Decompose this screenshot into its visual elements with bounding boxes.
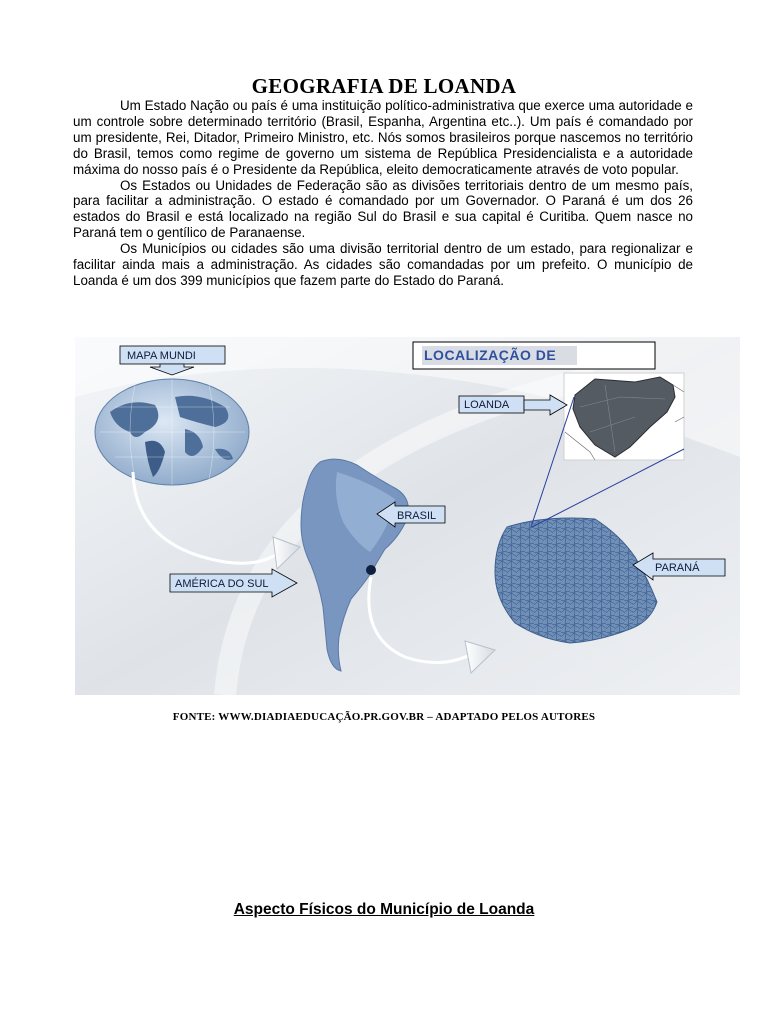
localizacao-title: LOCALIZAÇÃO DE [424,347,557,363]
localizacao-title-box [413,342,655,369]
label-brasil-text: BRASIL [397,510,437,522]
document-title: GEOGRAFIA DE LOANDA [251,74,517,98]
paragraph-estado-nacao: Um Estado Nação ou país é uma instituição político-administrativa que exerce uma autoridade e um controle sobre determinado território (Brasil, Espanha, Argentina etc..). Um país é comandado por um presidente, Rei, Ditador, Primeiro Ministro, etc. Nós somos brasileiros porque nascemos no território do Brasil, temos como regime de governo um sistema de República Presidencialista e a autoridade máxima do nosso país é o Presidente da República, eleito democraticamente através de voto popular. [73,98,693,177]
body-text [73,98,693,289]
location-figure [75,337,740,695]
paragraph-estados: Os Estados ou Unidades de Federação são as divisões territoriais dentro de um mesmo país, para facilitar a administração. O estado é comandado por um Governador. O Paraná é um dos 26 estados do Brasil e está localizado na região Sul do Brasil e sua capital é Curitiba. Quem nasce no Paraná tem o gentílico de Paranaense. [73,177,693,241]
label-parana-text: PARANÁ [655,562,700,574]
label-loanda [459,395,567,415]
figure-source: FONTE: WWW.DIADIAEDUCAÇÃO.PR.GOV.BR – ADAPTADO PELOS AUTORES [172,711,596,723]
location-map-illustration [75,337,740,695]
loanda-inset [564,373,684,460]
label-america-do-sul-text: AMÉRICA DO SUL [175,578,269,590]
label-mapa-mundi-text: MAPA MUNDI [127,350,196,362]
paragraph-municipios: Os Municípios ou cidades são uma divisão territorial dentro de um estado, para regionalizar e facilitar ainda mais a administração. As cidades são comandadas por um prefeito. O município de Loanda é um dos 399 municípios que fazem parte do Estado do Paraná. [73,241,693,288]
section-heading: Aspecto Físicos do Município de Loanda [233,901,535,918]
label-loanda-text: LOANDA [464,399,510,411]
world-map-globe [95,379,249,485]
